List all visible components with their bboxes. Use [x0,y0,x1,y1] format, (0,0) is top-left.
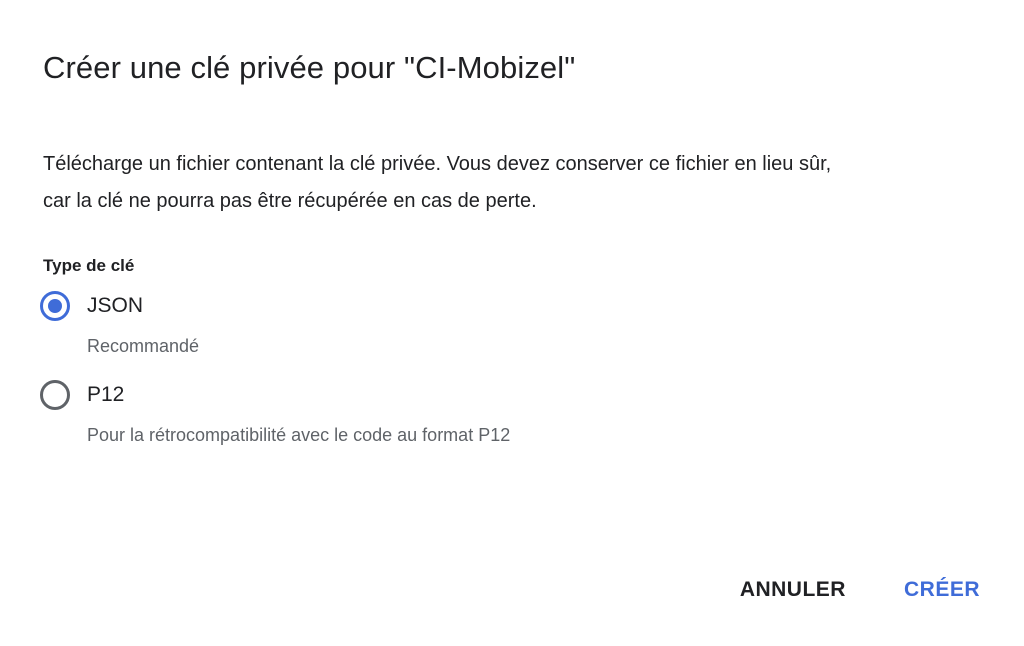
option-json-help: Recommandé [87,336,200,356]
option-p12-label: P12 [87,383,125,406]
option-p12-help: Pour la rétrocompatibilité avec le code au format P12 [87,425,511,445]
radio-dot-icon [48,299,62,313]
radio-button-checked[interactable] [40,291,70,321]
key-type-label: Type de clé [43,256,135,275]
key-type-option-json[interactable] [40,291,143,321]
description-line: Télécharge un fichier contenant la clé privée. Vous devez conserver ce fichier en lieu sûr, [43,153,832,175]
radio-button-unchecked[interactable] [40,380,70,410]
dialog-actions [740,574,980,606]
dialog-title: Créer une clé privée pour "CI-Mobizel" [43,50,576,85]
dialog-description [43,146,993,220]
cancel-button[interactable]: ANNULER [740,574,846,606]
key-type-option-p12[interactable] [40,380,124,410]
description-line: car la clé ne pourra pas être récupérée en cas de perte. [43,190,537,212]
option-json-label: JSON [87,294,144,317]
create-button[interactable]: CRÉER [904,574,980,606]
